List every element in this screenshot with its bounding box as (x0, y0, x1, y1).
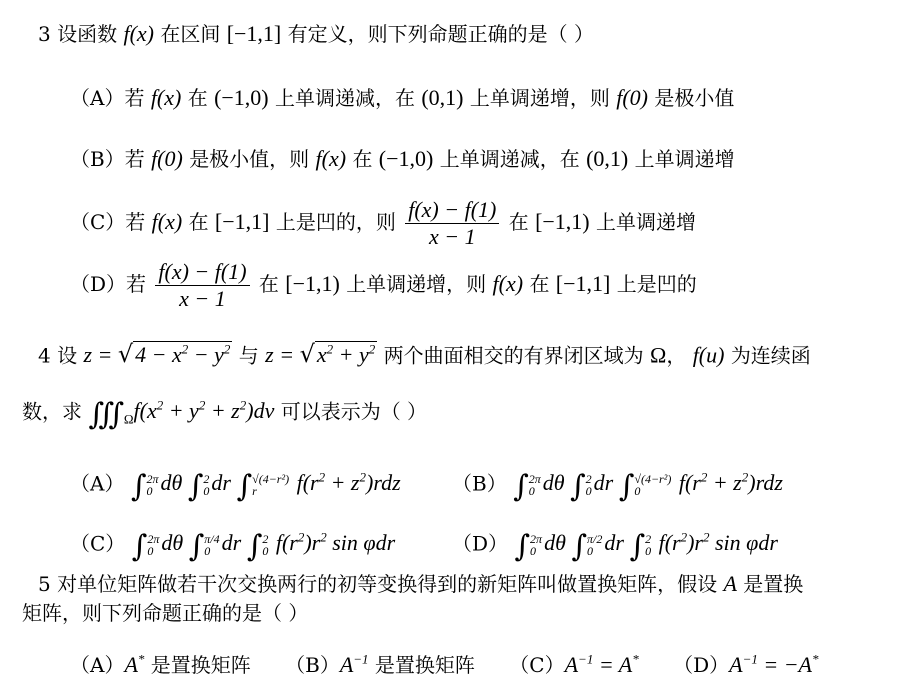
q4-option-d: （D） ∫ 2π 0 dθ ∫ π/2 0 dr ∫ 2 0 $f(r^2)r^2$ sin φdr (452, 529, 778, 565)
q5-stem-line2: 矩阵，则下列命题正确的是（ ） (22, 601, 309, 625)
q5-option-a: （A）A* 是置换矩阵 (70, 652, 251, 678)
difference-quotient: $\frac{f(x) - f(1)}{x - 1}$ (155, 259, 249, 312)
q4-stem-line1: 4 设 $z = √4 - x^2 - y^2$ 与 $z = √x^2 + y^2$ 两个曲面相交的有界闭区域为 Ω， f(u) 为连续函 (38, 340, 811, 369)
q5-option-c: $(C)A^{-1} = A^*$ (509, 652, 639, 678)
q5-option-b: $(B)A^{-1}$ 是置换矩阵 (285, 652, 475, 678)
cone-sphere-eq2: $z = √x^2 + y^2$ (265, 340, 376, 369)
integral-expression: ∫ 2π 0 dθ ∫ π/2 0 dr ∫ 2 0 $f(r^2)r^2$ sin φdr (514, 529, 778, 565)
q5-option-d: $(D)A^{-1} = -A^*$ (673, 652, 819, 678)
integral-expression: ∫ 2π 0 dθ ∫ π/4 0 dr ∫ 2 0 $f(r^2)r^2$ sin φdr (131, 529, 396, 565)
triple-integral: $∭_\Omega f(x^2 + y^2 + z^2)dv$ (88, 397, 275, 433)
q3-stem: 3 设函数 f(x) 在区间 [−1,1] 有定义，则下列命题正确的是（ ） (38, 21, 594, 46)
integral-expression: ∫ 2π 0 dθ ∫ 2 0 dr ∫ √(4−r²) r $f(r^2 + z^2)rdz$ (130, 469, 401, 505)
q4-option-a: （A） ∫ 2π 0 dθ ∫ 2 0 dr ∫ √(4−r²) r $f(r^2 + z^2)rdz$ (70, 469, 401, 505)
q4-stem-line2: 数，求 $∭_\Omega f(x^2 + y^2 + z^2)dv$ 可以表示为（ ） (22, 397, 428, 433)
cone-sphere-eq1: $z = √4 - x^2 - y^2$ (83, 340, 231, 369)
q4-option-b: （B） ∫ 2π 0 dθ ∫ 2 0 dr ∫ √(4−r²) 0 $f(r^2 + z^2)rdz$ (452, 469, 783, 505)
q4-option-c: （C） ∫ 2π 0 dθ ∫ π/4 0 dr ∫ 2 0 $f(r^2)r^2$ sin φdr (70, 529, 396, 565)
q3-option-d: （D）若 $\frac{f(x) - f(1)}{x - 1}$ 在 [−1,1) 上单调递增，则 f(x) 在 [−1,1] 上是凹的 (70, 259, 697, 311)
q3-option-a: （A）若 f(x) 在 (−1,0) 上单调递减，在 (0,1) 上单调递增，则 f(0) 是极小值 (70, 85, 735, 110)
q3-option-b: （B）若 f(0) 是极小值，则 f(x) 在 (−1,0) 上单调递减，在 (0,1) 上单调递增 (70, 146, 735, 171)
q5-stem-line1: 5 对单位矩阵做若干次交换两行的初等变换得到的新矩阵叫做置换矩阵，假设 A 是置换 (38, 571, 804, 596)
q5-options (70, 646, 819, 679)
difference-quotient: $\frac{f(x) - f(1)}{x - 1}$ (405, 197, 499, 250)
q3-option-c: （C）若 f(x) 在 [−1,1] 上是凹的，则 $\frac{f(x) - f(1)}{x - 1}$ 在 [−1,1) 上单调递增 (70, 197, 696, 249)
integral-expression: ∫ 2π 0 dθ ∫ 2 0 dr ∫ √(4−r²) 0 $f(r^2 + z^2)rdz$ (513, 469, 783, 505)
